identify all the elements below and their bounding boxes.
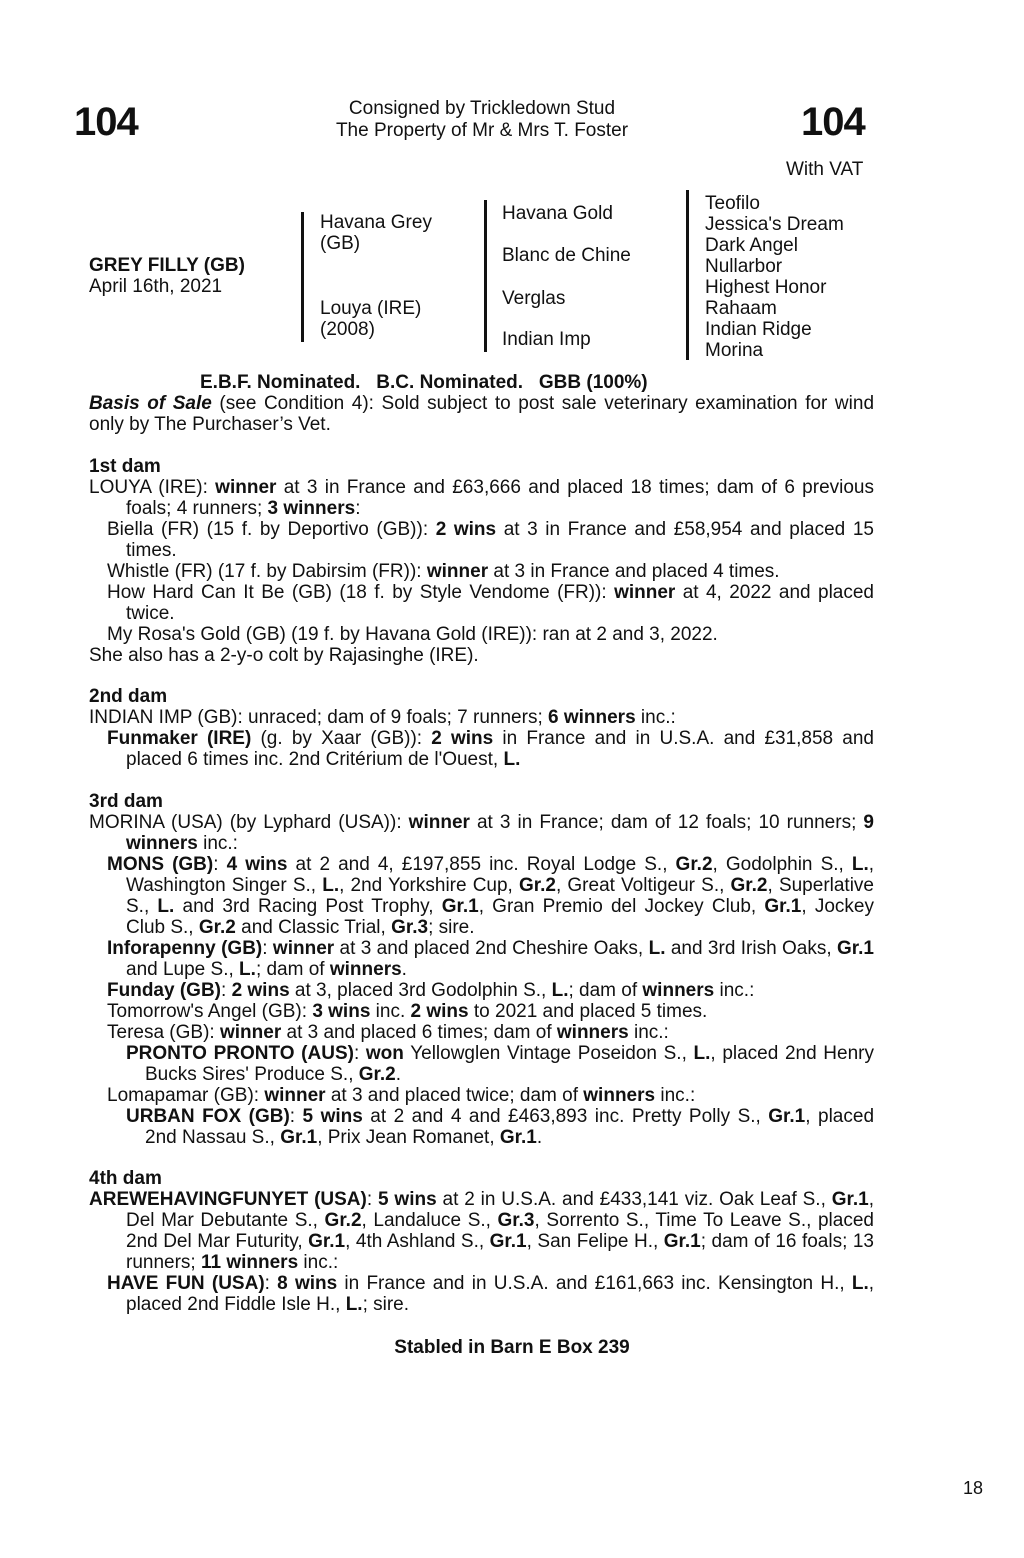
page-number: 18 (963, 1478, 984, 1498)
bold-segment: Gr.2 (198, 917, 236, 938)
bold-segment: L. (322, 875, 340, 896)
bold-segment: Gr.1 (663, 1231, 701, 1252)
bold-segment: L. (503, 749, 521, 770)
bold-segment: 2 wins (435, 519, 497, 540)
text-segment: , Jockey Club S., (126, 896, 874, 938)
first-dam-line (89, 582, 874, 624)
first-dam-line (89, 519, 874, 561)
bold-segment: Gr.1 (308, 1231, 346, 1252)
bold-segment: winner (272, 938, 335, 959)
text-segment: LOUYA (IRE): (89, 477, 216, 498)
text-segment: at 3 and placed 6 times; dam of (281, 1022, 557, 1043)
grandparent-4: Indian Imp (502, 329, 591, 350)
text-segment: . (395, 1064, 402, 1085)
first-dam-line (89, 645, 874, 666)
bold-segment: MONS (GB) (107, 854, 214, 875)
foaling-date: April 16th, 2021 (89, 276, 223, 297)
fourth-dam-body (89, 1189, 874, 1315)
bold-segment: 3 winners (267, 498, 356, 519)
text-segment: How Hard Can It Be (GB) (18 f. by Style Vendome (FR)): (107, 582, 615, 603)
text-segment: INDIAN IMP (GB): unraced; dam of 9 foals; 7 runners; (89, 707, 548, 728)
text-segment: at 3 in France and £58,954 and placed 15 times. (126, 519, 874, 561)
property: The Property of Mr & Mrs T. Foster (335, 120, 629, 141)
bold-segment: Funday (GB) (107, 980, 221, 1001)
grandparent-3: Verglas (502, 288, 566, 309)
great-grandparents-list (705, 193, 844, 361)
text-segment: , placed 2nd Henry Bucks Sires' Produce S., (145, 1043, 874, 1085)
bold-segment: won (365, 1043, 404, 1064)
second-dam-line (89, 707, 874, 728)
text-segment: , 2nd Yorkshire Cup, (339, 875, 519, 896)
text-segment: in France and in U.S.A. and £161,663 inc. Kensington H., (337, 1273, 852, 1294)
dam-name: Louya (IRE) (320, 298, 422, 319)
third-dam-line (89, 854, 874, 938)
text-segment: inc.: (628, 1022, 669, 1043)
text-segment: Tomorrow's Angel (GB): (107, 1001, 313, 1022)
bold-segment: Gr.3 (497, 1210, 535, 1231)
bold-segment: winner (264, 1085, 326, 1106)
text-segment: , Prix Jean Romanet, (317, 1127, 500, 1148)
third-dam-line (89, 1106, 874, 1148)
text-segment: inc.: (298, 1252, 339, 1273)
text-segment: : (366, 1189, 378, 1210)
bold-segment: Gr.1 (499, 1127, 537, 1148)
bold-segment: winners (583, 1085, 656, 1106)
text-segment: : (213, 854, 227, 875)
text-segment: , Great Voltigeur S., (555, 875, 731, 896)
text-segment: at 3 in France; dam of 12 foals; 10 runners; (469, 812, 864, 833)
bold-segment: winner (614, 582, 676, 603)
bold-segment: 2 wins (231, 980, 290, 1001)
first-dam-line (89, 561, 874, 582)
bold-segment: 5 wins (302, 1106, 363, 1127)
text-segment: : (264, 1273, 278, 1294)
third-dam-line (89, 1001, 874, 1022)
bold-segment: Gr.3 (391, 917, 429, 938)
bold-segment: Gr.2 (675, 854, 713, 875)
dam-year: (2008) (320, 319, 375, 340)
bold-segment: URBAN FOX (GB) (126, 1106, 290, 1127)
ggp-2: Jessica's Dream (705, 214, 844, 235)
text-segment: ; dam of (255, 959, 330, 980)
basis-label: Basis of Sale (89, 393, 212, 414)
pedigree-sire (320, 212, 432, 254)
bold-segment: L. (648, 938, 666, 959)
bold-segment: PRONTO PRONTO (AUS) (126, 1043, 354, 1064)
text-segment: , placed 2nd Nassau S., (145, 1106, 875, 1148)
bold-segment: 9 winners (126, 812, 874, 854)
text-segment: . (536, 1127, 543, 1148)
text-segment: and 3rd Racing Post Trophy, (174, 896, 442, 917)
second-dam-section (89, 686, 874, 770)
third-dam-line (89, 1043, 874, 1085)
bold-segment: winner (219, 1022, 282, 1043)
first-dam-heading: 1st dam (89, 456, 161, 477)
third-dam-line (89, 938, 874, 980)
grandparent-1: Havana Gold (502, 203, 613, 224)
bold-segment: Gr.1 (441, 896, 479, 917)
text-segment: at 2 in U.S.A. and £433,141 viz. Oak Leaf S., (436, 1189, 832, 1210)
text-segment: at 2 and 4 and £463,893 inc. Pretty Polly S., (362, 1106, 769, 1127)
text-segment: , Superlative S., (126, 875, 874, 917)
bold-segment: L. (239, 959, 256, 980)
fourth-dam-heading: 4th dam (89, 1168, 162, 1189)
text-segment: MORINA (USA) (by Lyphard (USA)): (89, 812, 409, 833)
text-segment: , placed 2nd Fiddle Isle H., (126, 1273, 875, 1315)
bold-segment: AREWEHAVINGFUNYET (USA) (89, 1189, 367, 1210)
text-segment: at 3 and placed 2nd Cheshire Oaks, (334, 938, 649, 959)
lot-number-left: 104 (74, 100, 138, 144)
lot-number-right: 104 (801, 100, 865, 144)
third-dam-heading: 3rd dam (89, 791, 163, 812)
text-segment: inc.: (714, 980, 755, 1001)
nominations: E.B.F. Nominated. B.C. Nominated. GBB (100%) (200, 372, 648, 393)
text-segment: ; dam of (568, 980, 643, 1001)
bold-segment: winners (329, 959, 402, 980)
bold-segment: Gr.1 (489, 1231, 527, 1252)
bold-segment: 2 wins (431, 728, 494, 749)
bold-segment: 5 wins (377, 1189, 437, 1210)
text-segment: inc.: (197, 833, 238, 854)
stabled-location: Stabled in Barn E Box 239 (394, 1337, 630, 1358)
sire-name: Havana Grey (320, 212, 432, 233)
fourth-dam-section (89, 1168, 874, 1315)
pedigree-grandparents (484, 200, 677, 352)
bold-segment: Inforapenny (GB) (107, 938, 263, 959)
consignor: Consigned by Trickledown Stud (348, 98, 616, 119)
bold-segment: Gr.1 (764, 896, 802, 917)
third-dam-line (89, 1022, 874, 1043)
ggp-6: Rahaam (705, 298, 777, 319)
bold-segment: L. (345, 1294, 363, 1315)
ggp-1: Teofilo (705, 193, 760, 214)
first-dam-line (89, 624, 874, 645)
bold-segment: L. (851, 854, 869, 875)
third-dam-line (89, 812, 874, 854)
text-segment: , Del Mar Debutante S., (126, 1189, 874, 1231)
bold-segment: 6 winners (548, 707, 636, 728)
text-segment: ; sire. (362, 1294, 410, 1315)
bold-segment: L. (551, 980, 569, 1001)
text-segment: , San Felipe H., (526, 1231, 664, 1252)
third-dam-line (89, 1085, 874, 1106)
text-segment: inc.: (635, 707, 676, 728)
bold-segment: Gr.2 (518, 875, 556, 896)
ggp-3: Dark Angel (705, 235, 798, 256)
text-segment: : (221, 980, 232, 1001)
text-segment: , Landaluce S., (361, 1210, 498, 1231)
bold-segment: Gr.2 (324, 1210, 362, 1231)
text-segment: : (262, 938, 273, 959)
grandparent-2: Blanc de Chine (502, 245, 631, 266)
text-segment: and Classic Trial, (235, 917, 392, 938)
pedigree-parents (301, 212, 474, 342)
bold-segment: Gr.2 (730, 875, 768, 896)
ggp-8: Morina (705, 340, 764, 361)
bold-segment: 3 wins (312, 1001, 371, 1022)
bold-segment: HAVE FUN (USA) (107, 1273, 265, 1294)
pedigree-dam (320, 298, 421, 340)
bold-segment: Funmaker (IRE) (107, 728, 252, 749)
text-segment: , Gran Premio del Jockey Club, (478, 896, 765, 917)
text-segment: Yellowglen Vintage Poseidon S., (403, 1043, 694, 1064)
bold-segment: Gr.1 (837, 938, 875, 959)
text-segment: at 2 and 4, £197,855 inc. Royal Lodge S., (287, 854, 676, 875)
text-segment: Biella (FR) (15 f. by Deportivo (GB)): (107, 519, 436, 540)
text-segment: , Godolphin S., (712, 854, 852, 875)
text-segment: (g. by Xaar (GB)): (251, 728, 432, 749)
basis-of-sale (89, 393, 874, 435)
text-segment: at 3 and placed twice; dam of (325, 1085, 584, 1106)
text-segment: inc.: (655, 1085, 696, 1106)
text-segment: : (355, 498, 361, 519)
bold-segment: L. (693, 1043, 711, 1064)
fourth-dam-line (89, 1189, 874, 1273)
consignor-block (282, 98, 682, 142)
text-segment: : (353, 1043, 366, 1064)
text-segment: Whistle (FR) (17 f. by Dabirsim (FR)): (107, 561, 427, 582)
text-segment: , 4th Ashland S., (345, 1231, 490, 1252)
basis-text: (see Condition 4): Sold subject to post sale veterinary examination for wind only by The Purchaser’s Vet. (89, 393, 875, 435)
bold-segment: winners (642, 980, 715, 1001)
bold-segment: L. (157, 896, 175, 917)
text-segment: in France and in U.S.A. and £31,858 and placed 6 times inc. 2nd Critérium de l'Ouest, (126, 728, 874, 770)
second-dam-body (89, 707, 874, 770)
text-segment: : (289, 1106, 303, 1127)
bold-segment: winner (215, 477, 277, 498)
text-segment: ; sire. (428, 917, 475, 938)
pedigree-great-grandparents (686, 190, 889, 360)
vat-note: With VAT (786, 159, 864, 180)
text-segment: . (401, 959, 407, 980)
bold-segment: winners (556, 1022, 629, 1043)
text-segment: at 3, placed 3rd Godolphin S., (289, 980, 552, 1001)
text-segment: She also has a 2-y-o colt by Rajasinghe (IRE). (89, 645, 479, 666)
horse-info (89, 255, 245, 297)
bold-segment: winner (426, 561, 489, 582)
bold-segment: Gr.1 (280, 1127, 318, 1148)
second-dam-line (89, 728, 874, 770)
first-dam-section (89, 456, 874, 666)
sire-country: (GB) (320, 233, 361, 254)
bold-segment: Gr.2 (358, 1064, 396, 1085)
third-dam-body (89, 812, 874, 1148)
text-segment: Teresa (GB): (107, 1022, 220, 1043)
text-segment: at 4, 2022 and placed twice. (126, 582, 874, 624)
text-segment: to 2021 and placed 5 times. (468, 1001, 708, 1022)
text-segment: Lomapamar (GB): (107, 1085, 265, 1106)
bold-segment: 2 wins (410, 1001, 469, 1022)
text-segment: at 3 in France and placed 4 times. (488, 561, 780, 582)
bold-segment: 11 winners (200, 1252, 299, 1273)
third-dam-section (89, 791, 874, 1148)
bold-segment: Gr.1 (831, 1189, 869, 1210)
first-dam-line (89, 477, 874, 519)
fourth-dam-line (89, 1273, 874, 1315)
text-segment: and Lupe S., (126, 959, 240, 980)
text-segment: , Sorrento S., Time To Leave S., placed 2nd Del Mar Futurity, (126, 1210, 874, 1252)
text-segment: , Washington Singer S., (126, 854, 875, 896)
ggp-7: Indian Ridge (705, 319, 812, 340)
bold-segment: 4 wins (226, 854, 288, 875)
bold-segment: winner (408, 812, 470, 833)
text-segment: ; dam of 16 foals; 13 runners; (126, 1231, 874, 1273)
second-dam-heading: 2nd dam (89, 686, 168, 707)
ggp-4: Nullarbor (705, 256, 783, 277)
first-dam-body (89, 477, 874, 666)
third-dam-line (89, 980, 874, 1001)
bold-segment: L. (851, 1273, 869, 1294)
text-segment: inc. (370, 1001, 411, 1022)
ggp-5: Highest Honor (705, 277, 827, 298)
text-segment: at 3 in France and £63,666 and placed 18 times; dam of 6 previous foals; 4 runners; (126, 477, 874, 519)
bold-segment: Gr.1 (768, 1106, 806, 1127)
text-segment: and 3rd Irish Oaks, (665, 938, 838, 959)
bold-segment: 8 wins (277, 1273, 338, 1294)
text-segment: My Rosa's Gold (GB) (19 f. by Havana Gold (IRE)): ran at 2 and 3, 2022. (107, 624, 718, 645)
horse-name: GREY FILLY (GB) (89, 255, 245, 276)
